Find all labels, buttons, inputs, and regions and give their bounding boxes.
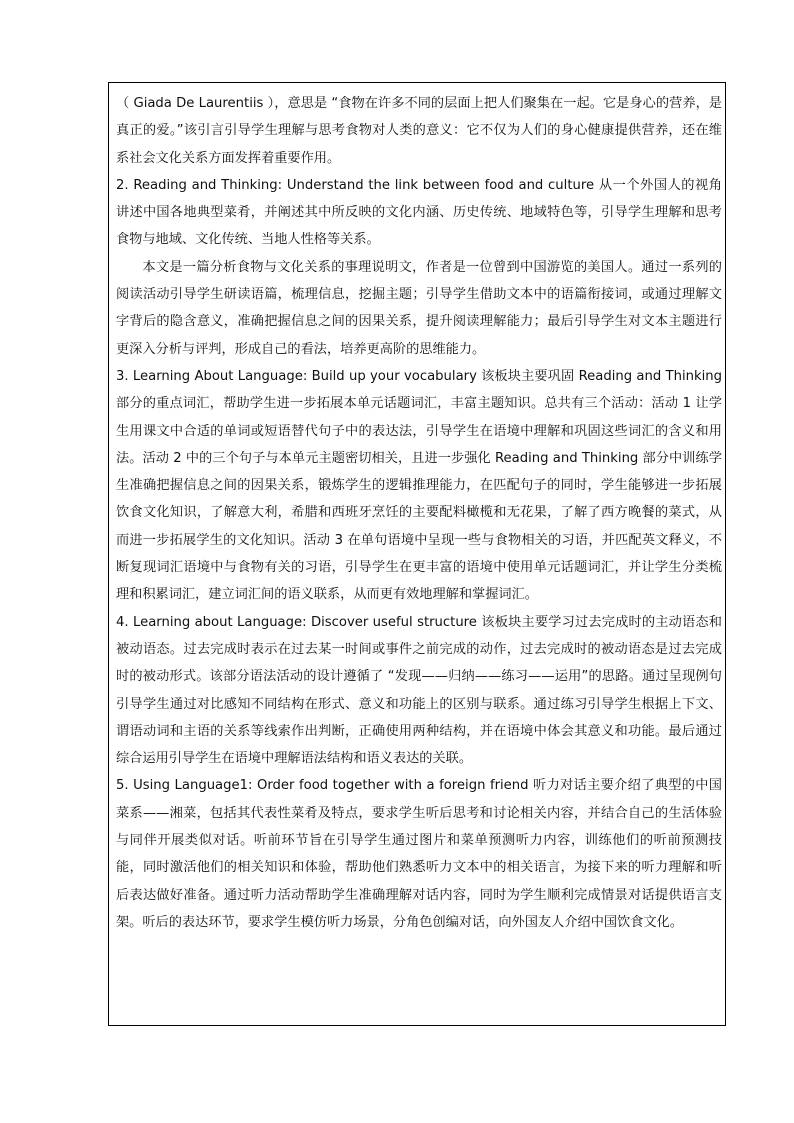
paragraph-useful-structure: 4. Learning about Language: Discover useful structure 该板块主要学习过去完成时的主动语态和被动语态。过去完成时表示在过去某一时间或事件之前完成的动作，过去完成时的被动语态是过去完成时的被动形式。该部分语法活动的设计遵循了 “发现——归纳——练习——运用”的思路。通过呈现例句引导学生通过对比感知不同结构在形式、意义和功能上的区别与联系。通过练习引导学生根据上下文、谓语动词和主语的关系等线索作出判断，正确使用两种结构，并在语境中体会其意义和功能。最后通过综合运用引导学生在语境中理解语法结构和语义表达的关联。 [116,614,722,767]
paragraph-build-vocabulary: 3. Learning About Language: Build up your vocabulary 该板块主要巩固 Reading and Thinking 部分的重点词汇，帮助学生进一步拓展本单元话题词汇，丰富主题知识。总共有三个活动：活动 1 让学生用课文中合适的单词或短语替代句子中的表达法，引导学生在语境中理解和巩固这些词汇的含义和用法。活动 2 中的三个句子与本单元主题密切相关，且进一步强化 Reading and Thinking 部分中训练学生准确把握信息之间的因果关系，锻炼学生的逻辑推理能力，在匹配句子的同时，学生能够进一步拓展饮食文化知识，了解意大利，希腊和西班牙烹饪的主要配料橄榄和无花果，了解了西方晚餐的菜式，从而进一步拓展学生的文化知识。活动 3 在单句语境中呈现一些与食物相关的习语，并匹配英文释义，不断复现词汇语境中与食物有关的习语，引导学生在更丰富的语境中使用单元话题词汇，并让学生分类梳理和积累词汇，建立词汇间的语义联系，从而更有效地理解和掌握词汇。 [116,368,722,603]
paragraph-using-language: 5. Using Language1: Order food together with a foreign friend 听力对话主要介绍了典型的中国菜系——湘菜，包括其代表性菜肴及特点，要求学生听后思考和讨论相关内容，并结合自己的生活体验与同伴开展类似对话。听前环节旨在引导学生通过图片和菜单预测听力内容，训练他们的听前预测技能，同时激活他们的相关知识和体验，帮助他们熟悉听力文本中的相关语言，为接下来的听力理解和听后表达做好准备。通过听力活动帮助学生准确理解对话内容，同时为学生顺利完成情景对话提供语言支架。听后的表达环节，要求学生模仿听力场景，分角色创编对话，向外国友人介绍中国饮食文化。 [116,778,722,930]
paragraph-text-analysis: 本文是一篇分析食物与文化关系的事理说明文，作者是一位曾到中国游览的美国人。通过一系列的阅读活动引导学生研读语篇，梳理信息，挖掘主题；引导学生借助文本中的语篇衔接词，或通过理解文字背后的隐含意义，准确把握信息之间的因果关系，提升阅读理解能力；最后引导学生对文本主题进行更深入分析与评判，形成自己的看法，培养更高阶的思维能力。 [116,259,722,357]
paragraph-quote-explanation: （ Giada De Laurentiis ），意思是 “食物在许多不同的层面上把人们聚集在一起。它是身心的营养，是真正的爱。”该引言引导学生理解与思考食物对人类的意义：它不仅为人们的身心健康提供营养，还在维系社会文化关系方面发挥着重要作用。 [116,96,722,166]
paragraph-reading-thinking: 2. Reading and Thinking: Understand the link between food and culture 从一个外国人的视角讲述中国各地典型菜肴，并阐述其中所反映的文化内涵、历史传统、地域特色等，引导学生理解和思考食物与地域、文化传统、当地人性格等关系。 [116,177,722,248]
table-cell-content [116,90,722,936]
